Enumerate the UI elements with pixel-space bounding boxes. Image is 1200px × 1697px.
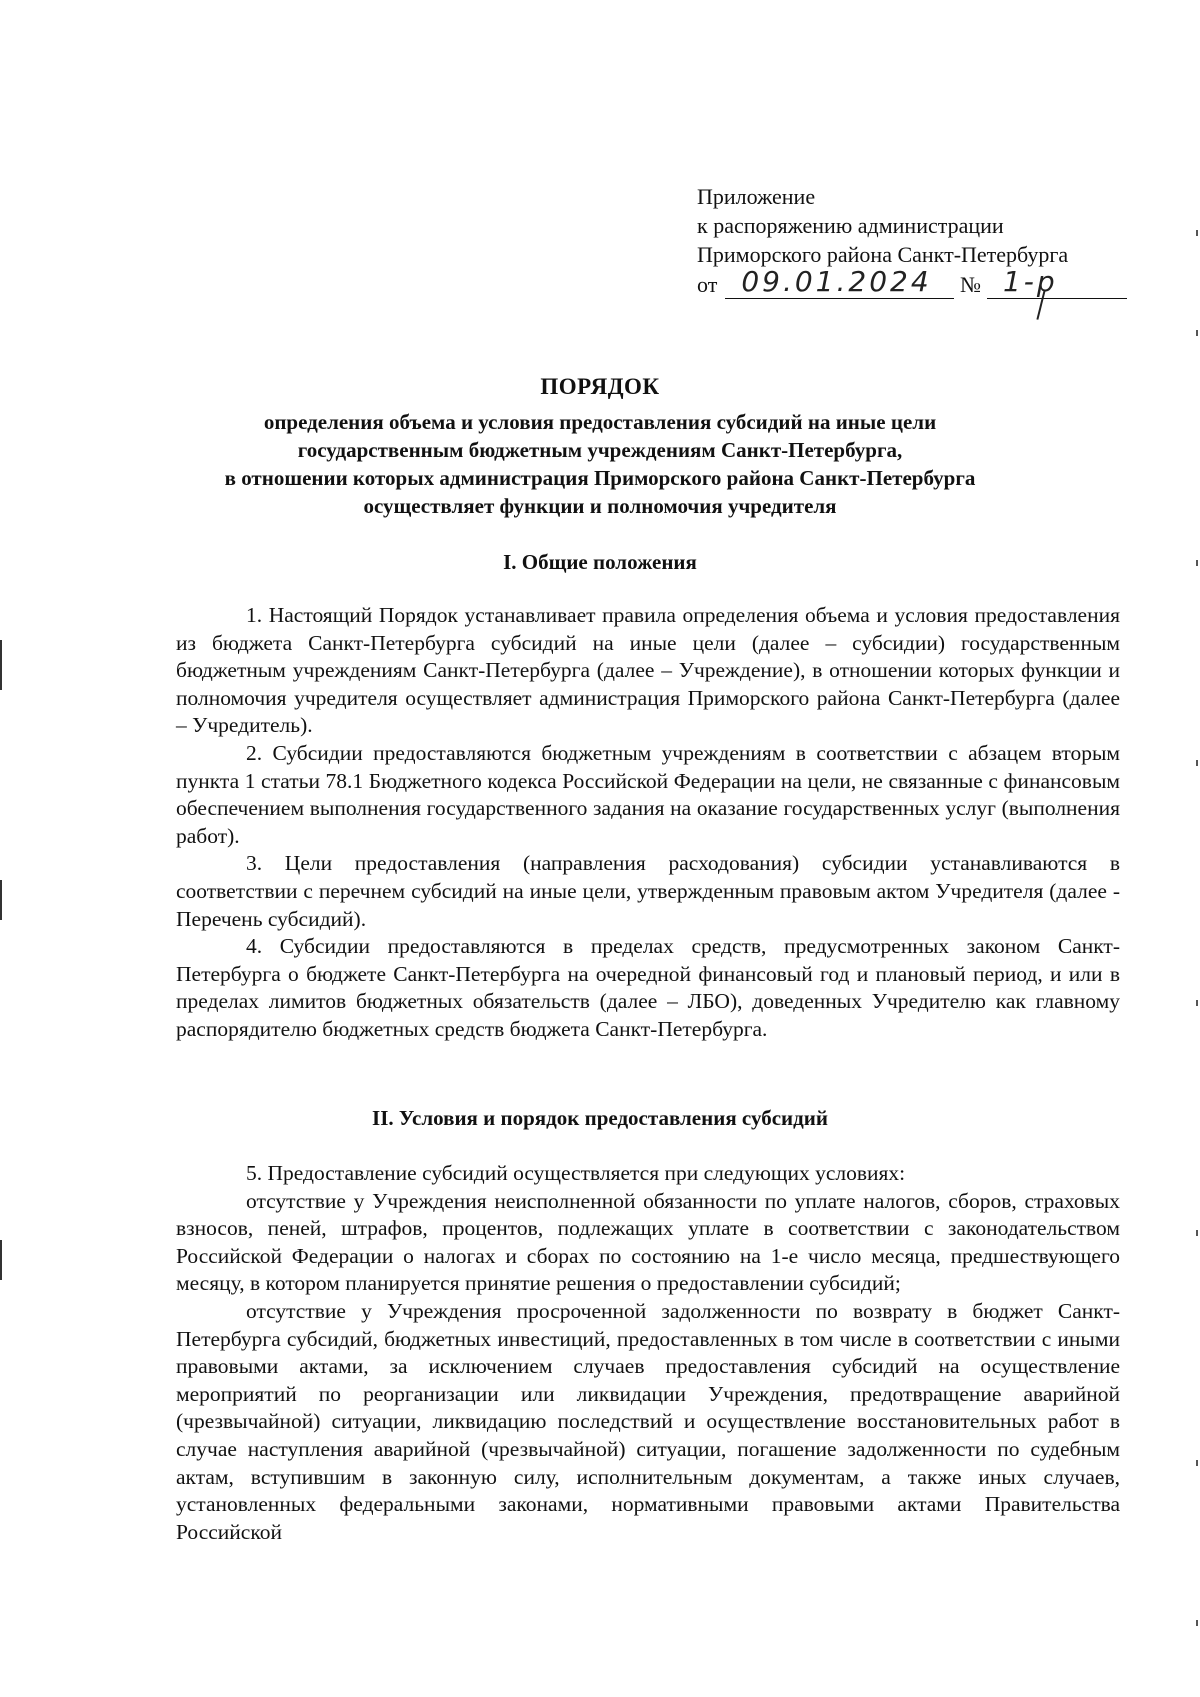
document-subtitle bbox=[150, 408, 1050, 520]
section-1-body bbox=[176, 602, 1120, 1044]
subtitle-line-4: осуществляет функции и полномочия учредителя bbox=[363, 494, 837, 518]
number-field bbox=[987, 265, 1127, 299]
subtitle-line-3: в отношении которых администрация Приморского района Санкт-Петербурга bbox=[224, 466, 976, 490]
scan-edge-dot bbox=[1196, 1620, 1198, 1626]
paragraph-7: отсутствие у Учреждения просроченной задолженности по возврату в бюджет Санкт-Петербурга субсидий, бюджетных инвестиций, предоставленных в том числе в соответствии с иными правовыми актами, за исключением случаев предоставления субсидий на осуществление мероприятий по реорганизации или ликвидации Учреждения, предотвращение аварийной (чрезвычайной) ситуации, ликвидацию последствий и осуществление восстановительных работ в случае наступления аварийной (чрезвычайной) ситуации, погашение задолженности по судебным актам, вступившим в законную силу, исполнительным документам, а также иных случаев, установленных федеральными законами, нормативными правовыми актами Правительства Российской bbox=[176, 1298, 1120, 1544]
number-prefix: № bbox=[959, 272, 981, 297]
handwritten-number: 1-р bbox=[1002, 265, 1058, 298]
scan-edge-dot bbox=[1196, 1460, 1198, 1466]
appendix-line-3: Приморского района Санкт-Петербурга bbox=[697, 242, 1069, 267]
section-2-body bbox=[176, 1160, 1120, 1546]
section-1-heading: I. Общие положения bbox=[503, 550, 697, 574]
paragraph-3: 3. Цели предоставления (направления расходования) субсидии устанавливаются в соответствии с перечнем субсидий на иные цели, утвержденным правовым актом Учредителя (далее - Перечень субсидий). bbox=[176, 851, 1120, 931]
paragraph-5: 5. Предоставление субсидий осуществляется при следующих условиях: bbox=[246, 1161, 906, 1185]
scan-edge-mark bbox=[0, 640, 2, 690]
date-number-line bbox=[697, 265, 1127, 299]
paragraph-2: 2. Субсидии предоставляются бюджетным учреждениям в соответствии с абзацем вторым пункта 1 статьи 78.1 Бюджетного кодекса Российской Федерации на цели, не связанные с финансовым обеспечением выполнения государственного задания на оказание государственных услуг (выполнения работ). bbox=[176, 740, 1120, 848]
scan-edge-dot bbox=[1196, 230, 1198, 236]
appendix-block bbox=[697, 182, 1127, 299]
subtitle-line-2: государственным бюджетным учреждениям Санкт-Петербурга, bbox=[297, 438, 903, 462]
section-2-heading: II. Условия и порядок предоставления субсидий bbox=[372, 1106, 828, 1130]
scan-edge-dot bbox=[1196, 760, 1198, 766]
document-title: ПОРЯДОК bbox=[540, 374, 660, 399]
scan-edge-dot bbox=[1196, 560, 1198, 566]
scan-edge-dot bbox=[1196, 1000, 1198, 1006]
scan-edge-mark bbox=[0, 880, 2, 920]
paragraph-6: отсутствие у Учреждения неисполненной обязанности по уплате налогов, сборов, страховых взносов, пеней, штрафов, процентов, подлежащих уплате в соответствии с законодательством Российской Федерации о налогах и сборах по состоянию на 1-е число месяца, предшествующего месяцу, в котором планируется принятие решения о предоставлении субсидий; bbox=[176, 1188, 1120, 1296]
scan-edge-dot bbox=[1196, 330, 1198, 336]
date-field bbox=[725, 265, 954, 299]
paragraph-1: 1. Настоящий Порядок устанавливает правила определения объема и условия предоставления из бюджета Санкт-Петербурга субсидий на иные цели (далее – субсидии) государственным бюджетным учреждениям Санкт-Петербурга (далее – Учреждение), в отношении которых функции и полномочия учредителя осуществляет администрация Приморского района Санкт-Петербурга (далее – Учредитель). bbox=[176, 603, 1120, 738]
appendix-line-2: к распоряжению администрации bbox=[697, 213, 1004, 238]
scan-edge-mark bbox=[0, 1240, 2, 1280]
scan-edge-dot bbox=[1196, 1230, 1198, 1236]
handwritten-date: 09.01.2024 bbox=[741, 265, 932, 298]
paragraph-4: 4. Субсидии предоставляются в пределах средств, предусмотренных законом Санкт-Петербурга о бюджете Санкт-Петербурга на очередной финансовый год и плановый период, и или в пределах лимитов бюджетных обязательств (далее – ЛБО), доведенных Учредителю как главному распорядителю бюджетных средств бюджета Санкт-Петербурга. bbox=[176, 934, 1120, 1041]
subtitle-line-1: определения объема и условия предоставления субсидий на иные цели bbox=[263, 410, 937, 434]
appendix-line-1: Приложение bbox=[697, 184, 816, 209]
date-prefix: от bbox=[697, 272, 718, 297]
